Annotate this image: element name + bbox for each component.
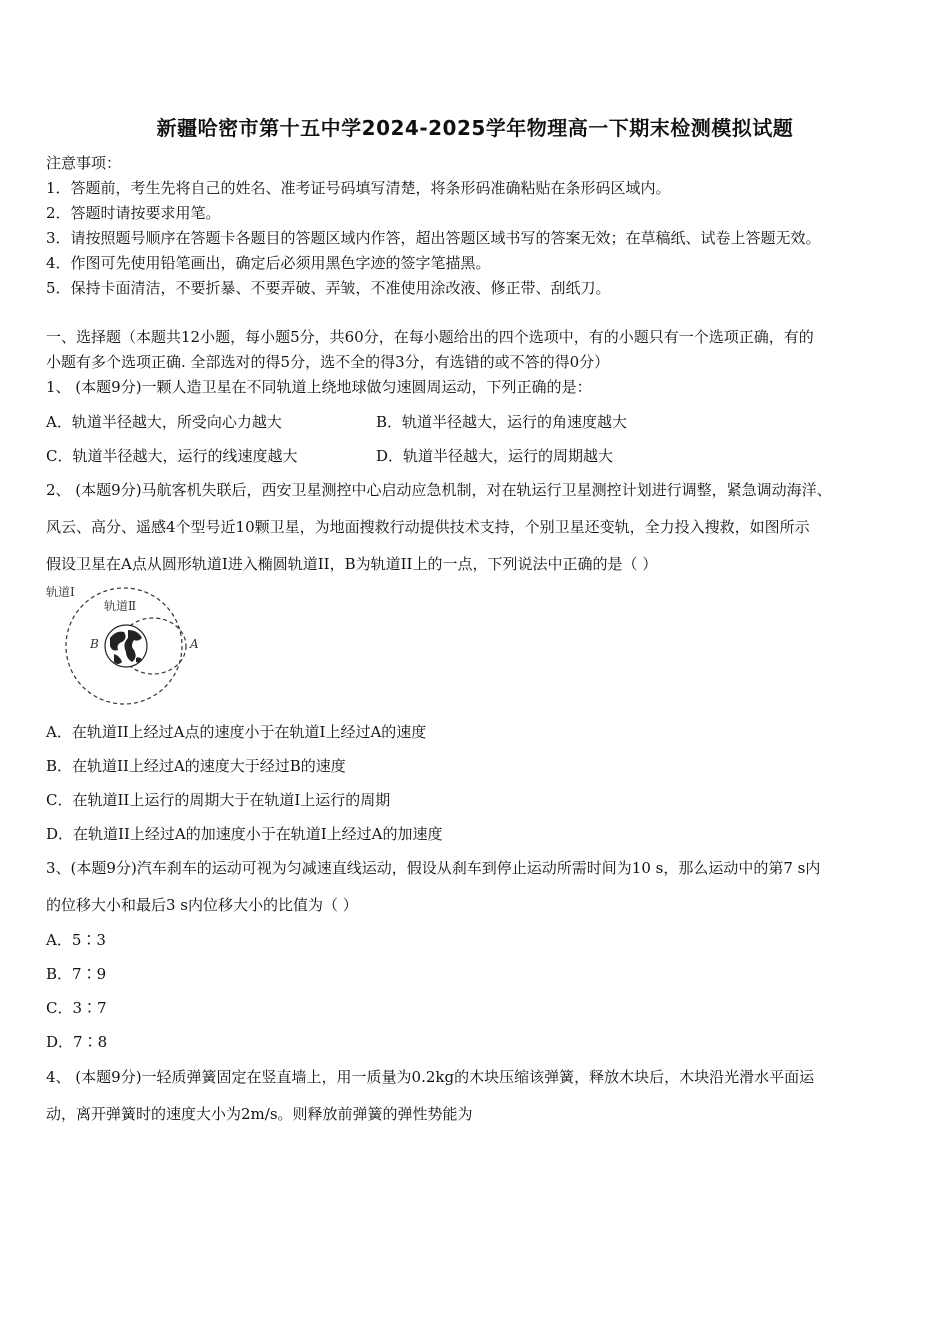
- notice-item-1: 1．答题前，考生先将自己的姓名、准考证号码填写清楚，将条形码准确粘贴在条形码区域内。: [46, 179, 671, 197]
- question-2-option-d: D．在轨道II上经过A的加速度小于在轨道I上经过A的加速度: [46, 825, 443, 843]
- question-2-option-a: A．在轨道II上经过A点的速度小于在轨道I上经过A的速度: [46, 723, 427, 741]
- point-b-label: B: [90, 637, 99, 651]
- notice-item-2: 2．答题时请按要求用笔。: [46, 204, 221, 222]
- question-2-line-1: 2、 (本题9分)马航客机失联后，西安卫星测控中心启动应急机制，对在轨运行卫星测控计划进行调整，紧急调动海洋、: [46, 481, 832, 499]
- section-heading-line-2: 小题有多个选项正确. 全部选对的得5分，选不全的得3分，有选错的或不答的得0分）: [46, 353, 610, 371]
- point-a-label: A: [190, 637, 199, 651]
- question-3-line-1: 3、(本题9分)汽车刹车的运动可视为匀减速直线运动，假设从刹车到停止运动所需时间为10 s，那么运动中的第7 s内: [46, 859, 821, 877]
- section-heading-line-1: 一、选择题（本题共12小题，每小题5分，共60分，在每小题给出的四个选项中，有的小题只有一个选项正确，有的: [46, 328, 814, 346]
- question-2-line-2: 风云、高分、遥感4个型号近10颗卫星，为地面搜救行动提供技术支持，个别卫星还变轨，全力投入搜救，如图所示: [46, 518, 810, 536]
- question-1-option-a: A．轨道半径越大，所受向心力越大: [46, 413, 282, 431]
- question-3-option-b: B．7∶9: [46, 965, 107, 983]
- question-3-option-d: D．7∶8: [46, 1033, 108, 1051]
- notice-item-3: 3．请按照题号顺序在答题卡各题目的答题区域内作答，超出答题区域书写的答案无效；在草稿纸、试卷上答题无效。: [46, 229, 821, 247]
- notice-heading: 注意事项：: [46, 154, 122, 172]
- orbit-diagram-svg: [44, 582, 214, 712]
- question-2-option-b: B．在轨道II上经过A的速度大于经过B的速度: [46, 757, 346, 775]
- earth-icon: [105, 625, 147, 667]
- question-1-stem: 1、 (本题9分)一颗人造卫星在不同轨道上绕地球做匀速圆周运动，下列正确的是：: [46, 378, 592, 396]
- orbit-diagram: [44, 582, 214, 712]
- question-3-option-c: C．3∶7: [46, 999, 107, 1017]
- question-2-line-3: 假设卫星在A点从圆形轨道I进入椭圆轨道II，B为轨道II上的一点，下列说法中正确的是（ ）: [46, 555, 658, 573]
- question-4-line-2: 动，离开弹簧时的速度大小为2m/s。则释放前弹簧的弹性势能为: [46, 1105, 473, 1123]
- question-1-option-d: D．轨道半径越大，运行的周期越大: [376, 447, 614, 465]
- notice-item-4: 4．作图可先使用铅笔画出，确定后必须用黑色字迹的签字笔描黑。: [46, 254, 491, 272]
- notice-item-5: 5．保持卡面清洁，不要折暴、不要弄破、弄皱，不准使用涂改液、修正带、刮纸刀。: [46, 279, 611, 297]
- question-1-option-c: C．轨道半径越大，运行的线速度越大: [46, 447, 298, 465]
- orbit-2-label: 轨道Ⅱ: [104, 599, 137, 613]
- question-4-line-1: 4、 (本题9分)一轻质弹簧固定在竖直墙上，用一质量为0.2kg的木块压缩该弹簧，释放木块后，木块沿光滑水平面运: [46, 1068, 815, 1086]
- page-title: 新疆哈密市第十五中学2024-2025学年物理高一下期末检测模拟试题: [156, 116, 794, 140]
- question-2-option-c: C．在轨道II上运行的周期大于在轨道I上运行的周期: [46, 791, 391, 809]
- question-3-option-a: A．5∶3: [46, 931, 106, 949]
- orbit-1-label: 轨道Ⅰ: [46, 585, 75, 599]
- question-1-option-b: B．轨道半径越大，运行的角速度越大: [376, 413, 628, 431]
- question-3-line-2: 的位移大小和最后3 s内位移大小的比值为（ ）: [46, 896, 358, 914]
